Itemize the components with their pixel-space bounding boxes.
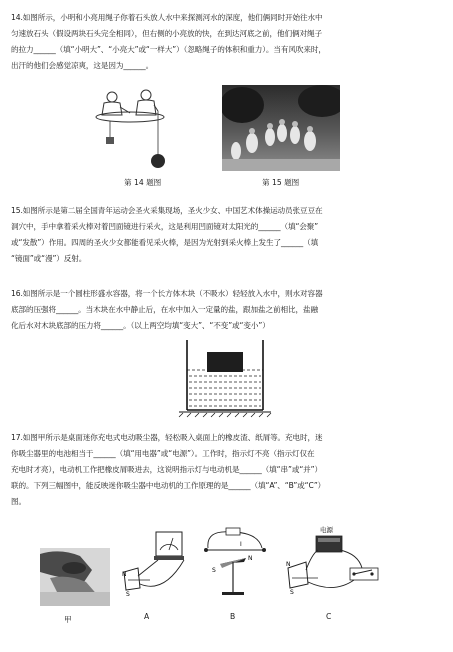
c-n-label: N (286, 561, 291, 568)
question-15 (11, 203, 443, 267)
q15-line-4: “镜面”或“漫”）反射。 (11, 254, 87, 263)
b-current-label: I (240, 541, 242, 548)
q17-line-5: 图。 (11, 497, 26, 506)
figure-17-c-diagram (284, 524, 386, 606)
q16-line-2: 底部的压强将______。当木块在水中静止后，在水中加入一定量的盐，跟加盐之前相比，盐融 (11, 305, 318, 314)
figure-14-image (92, 85, 187, 175)
q14-line-1: 14.如图所示，小明和小亮用绳子你着石头放人水中来探测河水的深度，他们俩同时开始往水中 (11, 13, 323, 22)
figure-17-b-label: B (230, 612, 236, 621)
q16-line-3: 化后水对木块底部的压力将______。（以上两空均填“变大”、“不变”或“变小”） (11, 321, 270, 330)
q16-line-1: 16.如图所示是一个圆柱形盛水容器，将一个长方体木块（不吸水）轻轻放入水中，则水对容器 (11, 289, 323, 298)
figure-15-caption: 第 15 题图 (262, 178, 300, 187)
figure-14-caption: 第 14 题图 (124, 178, 162, 187)
q17-line-1: 17.如图甲所示是桌面迷你充电式电动吸尘器，轻松吸入桌面上的橡皮渣、纸屑等。充电时，迷 (11, 433, 323, 442)
figure-17-b-diagram (200, 526, 270, 606)
q14-line-4: 出汗的他们会感觉凉爽，这是因为______。 (11, 61, 154, 70)
q14-line-2: 匀速放石头（假设两块石头完全相同），但右侧的小亮放的快，在到达河底之前，他们俩对绳子 (11, 29, 322, 38)
figure-16-container (175, 336, 275, 418)
figure-15-photo (222, 85, 340, 171)
a-n-label: N (122, 571, 127, 578)
question-16 (11, 286, 443, 334)
q17-line-4: 联的。下列三幅图中，能反映迷你吸尘器中电动机的工作原理的是______（填“A”、“B”或“C”） (11, 481, 326, 490)
b-n-label: N (248, 555, 253, 562)
figure-17-jia-label: 甲 (64, 615, 72, 624)
q17-line-2: 你吸尘器里的电池相当于______（填“用电器”或“电源”）。工作时，指示灯不亮（指示灯仅在 (11, 449, 315, 458)
figure-17-jia-photo (40, 548, 110, 606)
figure-17-a-diagram (118, 528, 193, 606)
question-14 (11, 10, 443, 74)
a-s-label: S (126, 591, 130, 598)
q15-line-2: 洞穴中，手中拿着采火棒对着凹面镜进行采火，这是利用凹面镜对太阳光的______（填“会聚” (11, 222, 319, 231)
c-power-label: 电源 (320, 526, 333, 534)
q14-line-3: 的拉力______（填“小明大”、“小亮大”或“一样大”）（忽略绳子的体积和重力）。当有风吹来时， (11, 45, 326, 54)
figure-17-a-label: A (144, 612, 150, 621)
c-s-label: S (290, 589, 294, 596)
q17-line-3: 充电时才亮），电动机工作把橡皮屑吸进去，这说明指示灯与电动机是______（填“串”或“并”） (11, 465, 322, 474)
question-17 (11, 430, 443, 510)
figure-17-c-label: C (326, 612, 332, 621)
q15-line-3: 或“发散”）作用。四周的圣火少女都能看见采火棒，是因为光射到采火棒上发生了______（填 (11, 238, 319, 247)
q15-line-1: 15.如图所示是第二届全国青年运动会圣火采集现场，圣火少女、中国艺术体操运动员张豆豆在 (11, 206, 323, 215)
b-s-label: S (212, 567, 216, 574)
